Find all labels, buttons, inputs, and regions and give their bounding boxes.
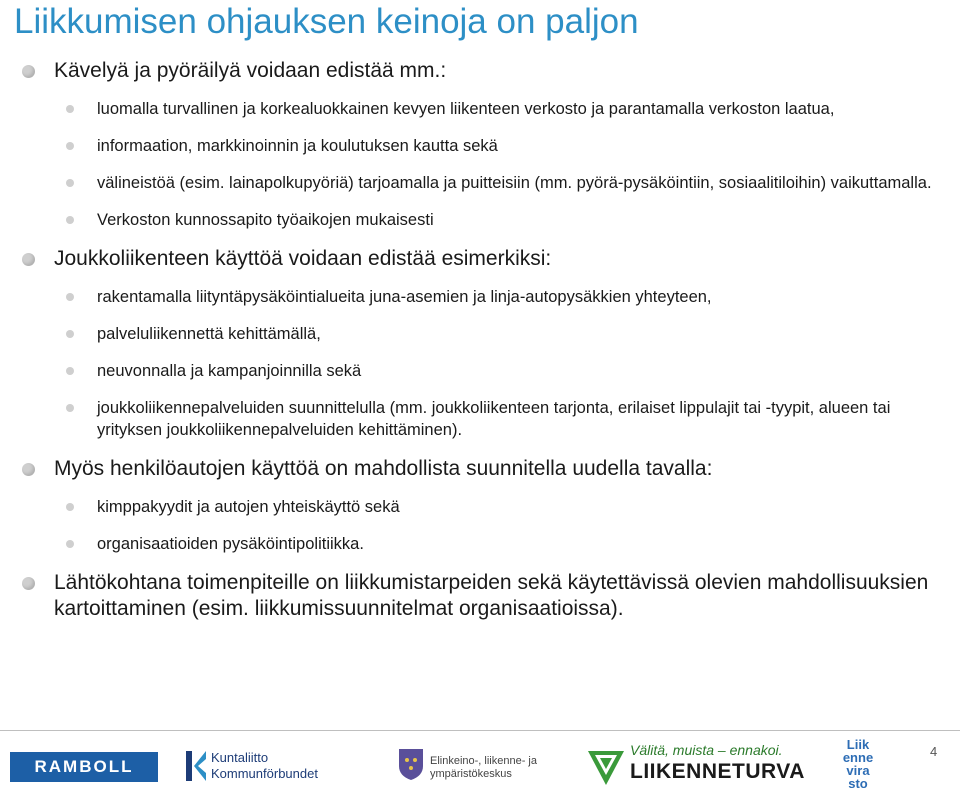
bullet-sub xyxy=(0,397,960,441)
bullet-dot-icon xyxy=(66,404,74,412)
slide-content xyxy=(0,58,960,636)
bullet-sub xyxy=(0,98,960,120)
bullet-dot-icon xyxy=(22,463,35,476)
liikennevirasto-line1: Liik xyxy=(846,737,870,752)
bullet-text: välineistöä (esim. lainapolkupyöriä) tarjoamalla ja puitteisiin (mm. pyörä-pysäköintiin, sosiaalitiloihin) vaikuttamalla. xyxy=(97,174,932,192)
bullet-main xyxy=(0,58,960,84)
bullet-sub xyxy=(0,496,960,518)
bullet-dot-icon xyxy=(22,253,35,266)
bullet-dot-icon xyxy=(66,367,74,375)
kuntaliitto-mark-icon xyxy=(184,749,208,783)
slide-title: Liikkumisen ohjauksen keinoja on paljon xyxy=(14,2,639,41)
bullet-dot-icon xyxy=(66,540,74,548)
bullet-sub xyxy=(0,533,960,555)
bullet-text: organisaatioiden pysäköintipolitiikka. xyxy=(97,535,364,553)
footer-divider xyxy=(0,730,960,731)
bullet-text: informaation, markkinoinnin ja koulutuksen kautta sekä xyxy=(97,137,498,155)
bullet-sub xyxy=(0,286,960,308)
bullet-text: Myös henkilöautojen käyttöä on mahdollista suunnitella uudella tavalla: xyxy=(54,457,713,480)
bullet-text: palveluliikennettä kehittämällä, xyxy=(97,325,321,343)
ramboll-logo xyxy=(10,752,158,782)
bullet-main xyxy=(0,570,960,622)
bullet-dot-icon xyxy=(66,503,74,511)
bullet-text: Joukkoliikenteen käyttöä voidaan edistää esimerkiksi: xyxy=(54,247,552,270)
liikenneturva-mark-icon xyxy=(586,745,626,787)
ely-logo-text xyxy=(430,755,537,781)
liikennevirasto-logo xyxy=(838,738,878,790)
bullet-sub xyxy=(0,172,960,194)
bullet-text: rakentamalla liityntäpysäköintialueita juna-asemien ja linja-autopysäkkien yhteyteen, xyxy=(97,288,712,306)
liikennevirasto-line3: vira xyxy=(846,763,870,778)
liikennevirasto-line4: sto xyxy=(848,776,868,791)
bullet-text: Kävelyä ja pyöräilyä voidaan edistää mm.: xyxy=(54,59,447,82)
ely-line1: Elinkeino-, liikenne- ja xyxy=(430,755,537,767)
kuntaliitto-logo-text xyxy=(211,750,318,782)
page-number: 4 xyxy=(930,744,938,759)
bullet-dot-icon xyxy=(66,216,74,224)
ely-crest-icon xyxy=(396,746,426,782)
kuntaliitto-line1: Kuntaliitto xyxy=(211,750,269,765)
bullet-main xyxy=(0,246,960,272)
bullet-main xyxy=(0,456,960,482)
bullet-dot-icon xyxy=(66,179,74,187)
bullet-text: Verkoston kunnossapito työaikojen mukaisesti xyxy=(97,211,434,229)
liikenneturva-name: LIIKENNETURVA xyxy=(630,760,805,783)
bullet-dot-icon xyxy=(22,65,35,78)
liikennevirasto-line2: enne xyxy=(842,750,874,765)
bullet-text: Lähtökohtana toimenpiteille on liikkumistarpeiden sekä käytettävissä olevien mahdollisuuksien kartoittaminen (esim. liikkumissuunnitelmat organisaatioissa). xyxy=(54,571,929,620)
bullet-sub xyxy=(0,323,960,345)
bullet-text: neuvonnalla ja kampanjoinnilla sekä xyxy=(97,362,362,380)
bullet-sub xyxy=(0,135,960,157)
bullet-dot-icon xyxy=(66,293,74,301)
bullet-text: joukkoliikennepalveluiden suunnittelulla (mm. joukkoliikenteen tarjonta, erilaiset lippulajit tai -tyypit, alueen tai yrityksen joukkoliikennepalveluiden kehittäminen). xyxy=(97,399,891,439)
bullet-sub xyxy=(0,360,960,382)
ramboll-logo-text: RAMBOLL xyxy=(34,757,134,776)
liikenneturva-slogan: Välitä, muista – ennakoi. xyxy=(630,742,783,758)
bullet-text: kimppakyydit ja autojen yhteiskäyttö sekä xyxy=(97,498,400,516)
bullet-dot-icon xyxy=(22,577,35,590)
bullet-dot-icon xyxy=(66,142,74,150)
bullet-dot-icon xyxy=(66,105,74,113)
ely-line2: ympäristökeskus xyxy=(430,768,512,780)
bullet-dot-icon xyxy=(66,330,74,338)
bullet-text: luomalla turvallinen ja korkealuokkainen kevyen liikenteen verkosto ja parantamalla verkoston laatua, xyxy=(97,100,835,118)
kuntaliitto-line2: Kommunförbundet xyxy=(211,766,318,781)
bullet-sub xyxy=(0,209,960,231)
